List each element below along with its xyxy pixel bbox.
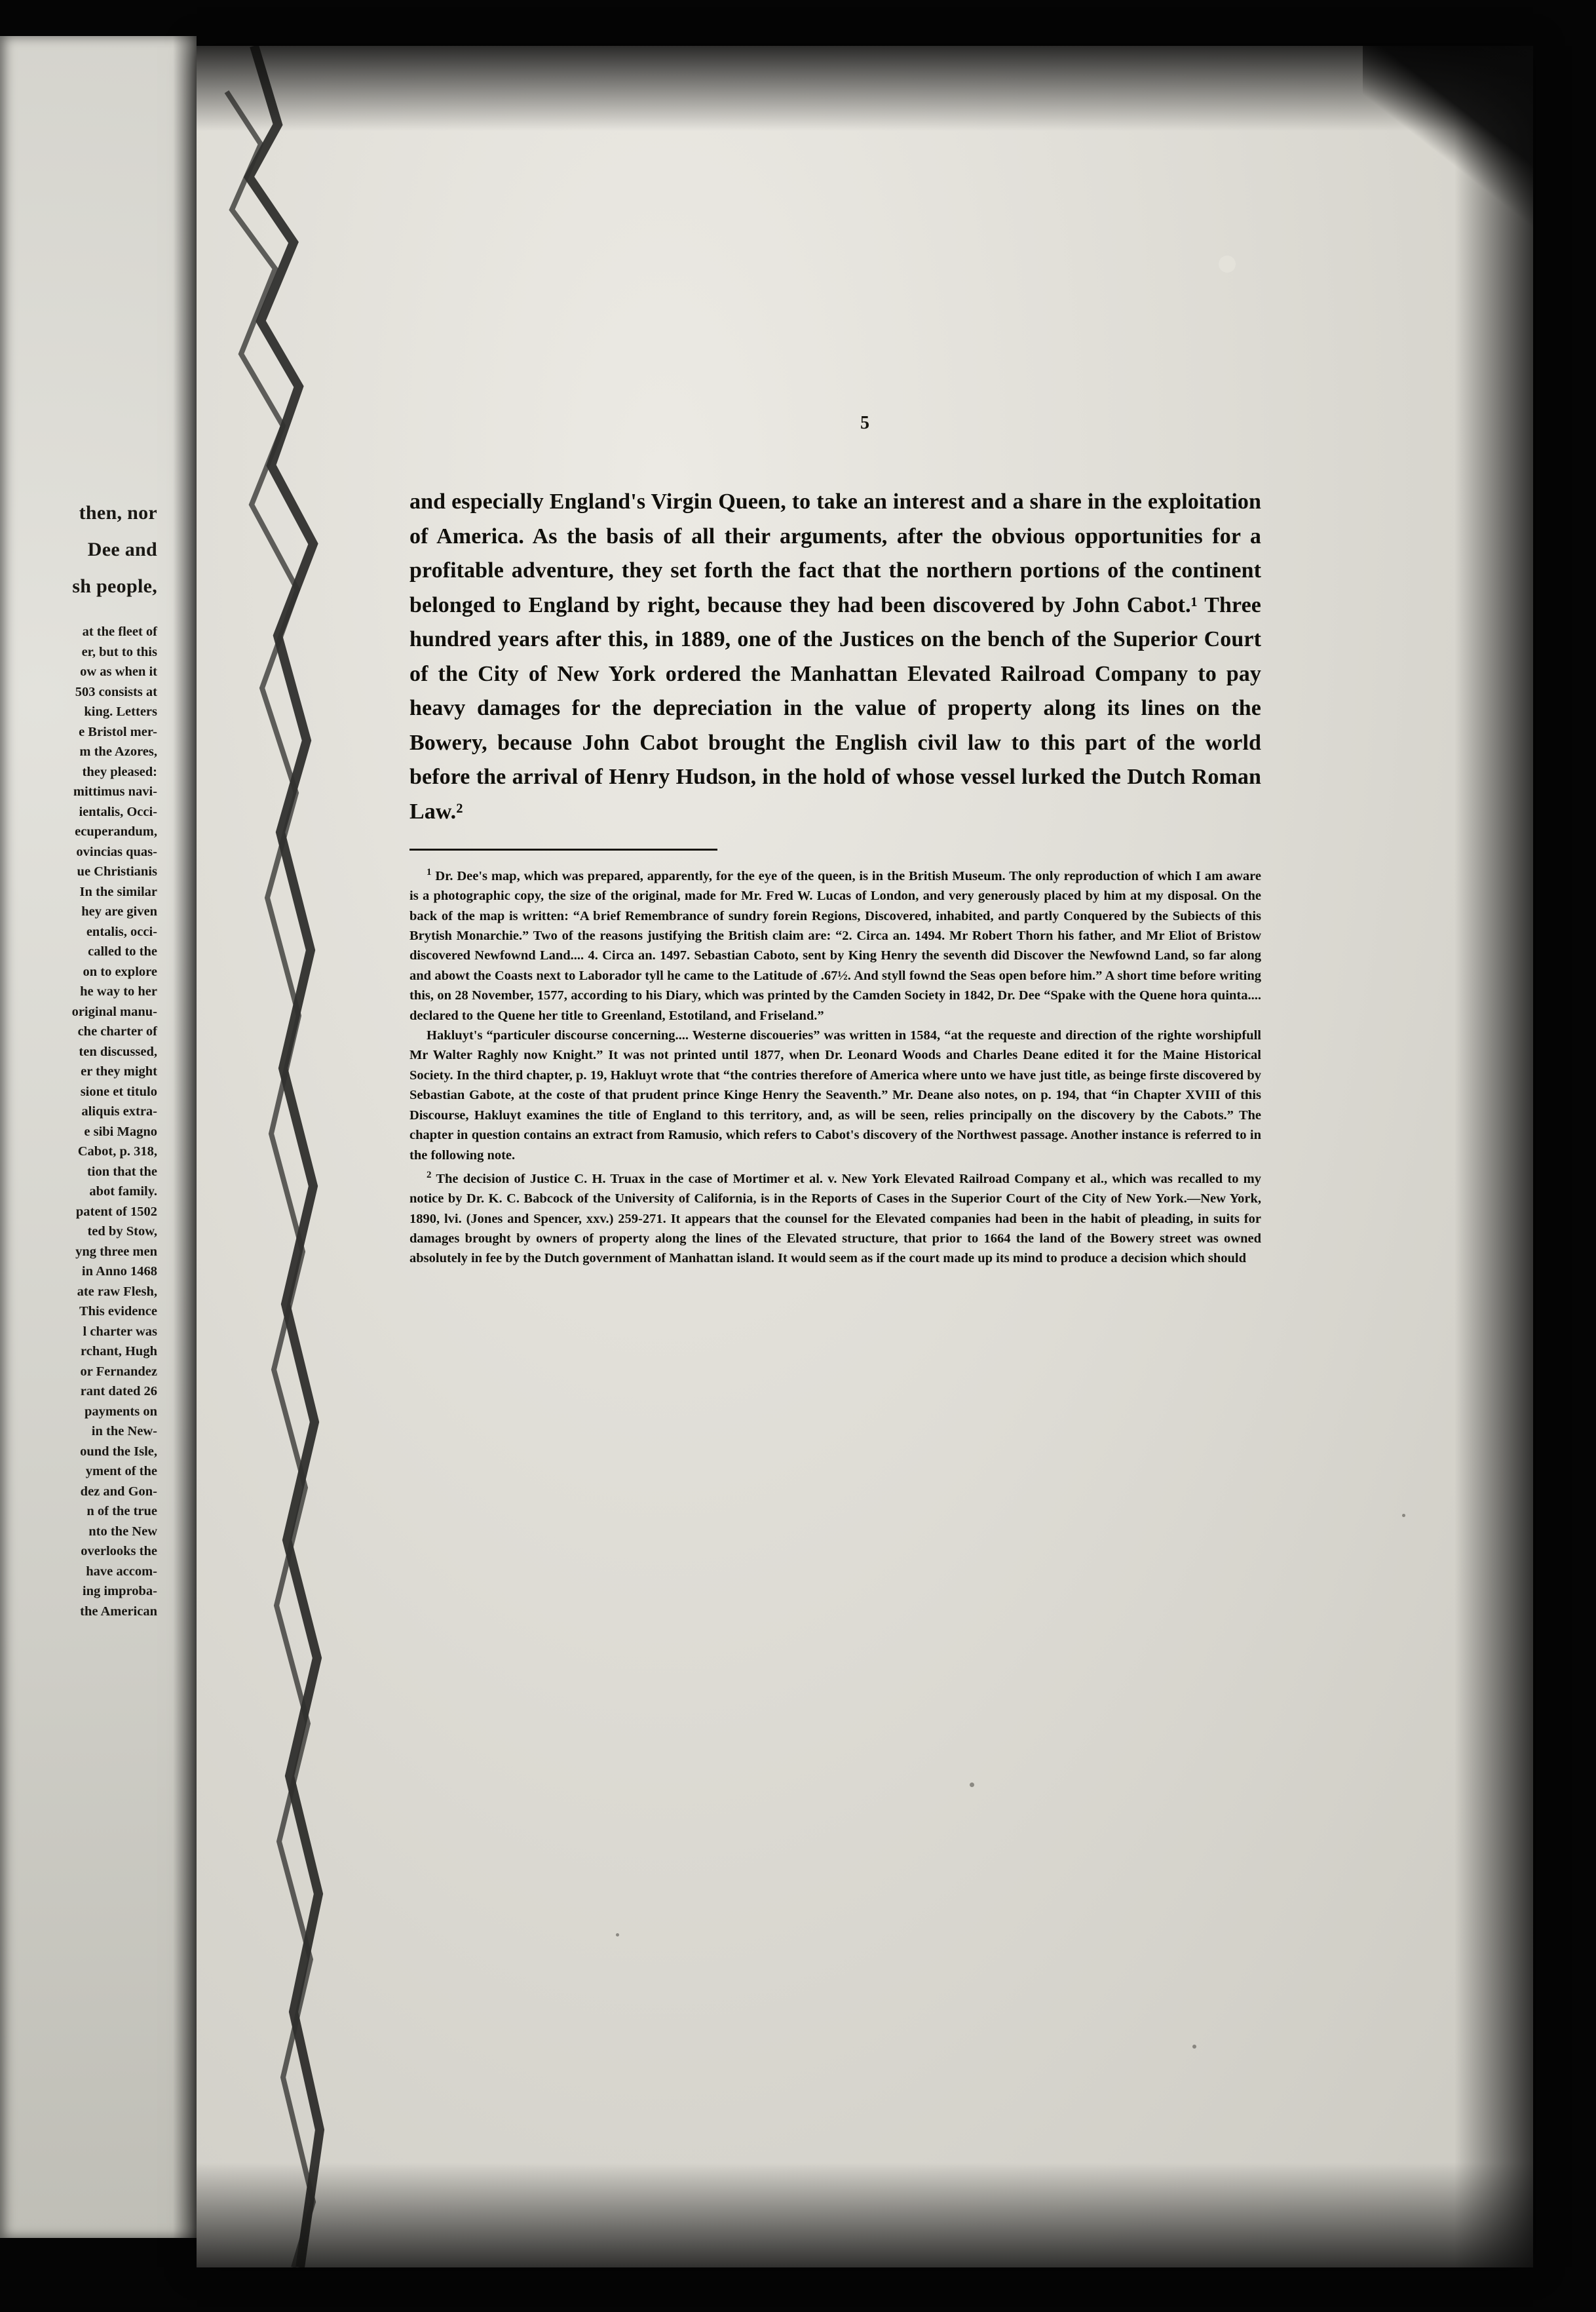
left-fragment-body-line: overlooks the (81, 1544, 157, 1558)
page-number: 5 (860, 413, 869, 433)
bottom-edge-shadow (197, 2163, 1533, 2267)
footnotes (409, 862, 1261, 1269)
footnote-paragraph: $^1$ Dr. Dee's map, which was prepared, apparently, for the eye of the queen, is in the British Museum. The only reproduction of which I am aware is a photographic copy, the size of the original, made for Mr. Fred W. Lucas of London, and very generously placed by him at my disposal. On the back of the map is written: “A brief Remembrance of sundry forein Regions, Discovered, inhabited, and partly Conquered by the Subiects of this Brytish Monarchie.” Two of the reasons justifying the British claim are: “2. Circa an. 1494. Mr Robert Thorn his father, and Mr Eliot of Bristow discovered Newfownd Land.... 4. Circa an. 1497. Sebastian Caboto, sent by King Henry the seventh did Discover the Newfownd Land, so far along and abowt the Coasts next to Laborador tyll he came to the Latitude of .67½. And styll fownd the Seas open before him.” A short time before writing this, on 28 November, 1577, according to his Diary, which was printed by the Camden Society in 1842, Dr. Dee “Spake with the Quene hora quinta.... declared to the Quene her title to Greenland, Estotiland, and Friseland.” (409, 867, 1261, 1023)
left-fragment-body-line: n of the true (86, 1504, 157, 1518)
left-fragment-body-line: ten discussed, (79, 1044, 157, 1059)
torn-corner (1363, 46, 1533, 262)
left-fragment-body-line: rant dated 26 (80, 1384, 157, 1398)
left-fragment-body-line: nto the New (88, 1524, 157, 1539)
left-fragment-body-line: ound the Isle, (80, 1444, 157, 1459)
left-fragment-body-line: tion that the (86, 1164, 157, 1179)
left-fragment-body-line: ted by Stow, (87, 1224, 157, 1239)
left-fragment-body-line: he way to her (80, 984, 157, 999)
left-fragment-body-line: rchant, Hugh (81, 1344, 157, 1358)
left-fragment-body-line: ientalis, Occi- (79, 804, 157, 819)
left-fragment-body-line: in the New- (91, 1424, 157, 1438)
adjacent-page-fragment (0, 36, 197, 2238)
left-fragment-column (0, 495, 165, 1621)
left-fragment-body-line: ing improba- (82, 1584, 157, 1598)
text-block (409, 485, 1261, 1269)
speckle (1402, 1514, 1405, 1517)
left-fragment-body-line: payments on (84, 1404, 157, 1419)
left-fragment-body-line: m the Azores, (79, 744, 157, 759)
left-fragment-body-line: aliquis extra- (81, 1104, 157, 1119)
left-fragment-body-line: ovincias quas- (76, 844, 157, 859)
left-fragment-body-line: the American (80, 1604, 157, 1619)
document-page (197, 46, 1533, 2267)
left-fragment-body-line: yng three men (75, 1244, 157, 1259)
left-fragment-body-line: entalis, occi- (86, 924, 157, 939)
left-fragment-body-line: they pleased: (82, 764, 157, 779)
left-fragment-body-line: in Anno 1468 (81, 1264, 157, 1279)
left-fragment-body-line: or Fernandez (80, 1364, 157, 1379)
left-fragment-body-line: have accom- (86, 1564, 157, 1579)
speckle (1192, 2045, 1196, 2049)
footnote-paragraph: Hakluyt's “particuler discourse concerning.... Westerne discoueries” was written in 1584, “at the requeste and direction of the righte worshipfull Mr Walter Raghly now Knight.” It was not printed until 1877, when Dr. Leonard Woods and Charles Deane edited it for the Maine Historical Society. In the third chapter, p. 19, Hakluyt wrote that “the contries therefore of America where unto we have just title, as beinge firste discovered by Sebastian Gabote, at the coste of that prudent prince Kinge Henry the Seaventh.” Mr. Deane also notes, on p. 194, that “in Chapter XVIII of this Discourse, Hakluyt examines the title of England to this territory, and, as will be seen, relies principally on the discovery by the Cabots.” The chapter in question contains an extract from Ramusio, which refers to Cabot's discovery of the Northwest passage. Another instance is referred to in the following note. (409, 1028, 1261, 1163)
left-fragment-body-line: at the fleet of (82, 625, 157, 639)
left-fragment-body-line: e Bristol mer- (79, 724, 157, 739)
left-fragment-line-0: then, nor (79, 502, 157, 524)
left-fragment-body-line: mittimus navi- (73, 784, 157, 799)
left-fragment-body-line: ow as when it (80, 665, 157, 679)
highlight-speckle (1219, 256, 1236, 273)
left-fragment-body-line: original manu- (71, 1004, 157, 1019)
left-fragment-body-line: ecuperandum, (75, 824, 157, 839)
left-fragment-body-line: er they might (81, 1064, 157, 1079)
page-tear-crack (215, 46, 366, 2267)
left-fragment-body (0, 622, 165, 1621)
left-fragment-body-line: che charter of (77, 1024, 157, 1039)
left-fragment-body-line: abot family. (89, 1184, 157, 1199)
left-fragment-body-line: dez and Gon- (80, 1484, 157, 1499)
body-paragraph: and especially England's Virgin Queen, to take an interest and a share in the exploitation of America. As the basis of all their arguments, after the obvious opportunities for a profitable adventure, they set forth the fact that the northern portions of the continent belonged to England by right, because they had been discovered by John Cabot.¹ Three hundred years after this, in 1889, one of the Justices on the bench of the Superior Court of the City of New York ordered the Manhattan Elevated Railroad Company to pay heavy damages for the depreciation in the value of property along its lines on the Bowery, because John Cabot brought the English civil law to this part of the world before the arrival of Henry Hudson, in the hold of whose vessel lurked the Dutch Roman Law.² (409, 490, 1261, 824)
left-fragment-body-line: patent of 1502 (75, 1204, 157, 1219)
left-fragment-body-line: e sibi Magno (84, 1124, 157, 1139)
left-fragment-body-line: hey are given (81, 904, 157, 919)
left-fragment-body-line: on to explore (83, 964, 157, 979)
left-fragment-body-line: Cabot, p. 318, (77, 1144, 157, 1159)
left-fragment-body-line: 503 consists at (75, 684, 157, 699)
footnote-marker: 2 (427, 1169, 432, 1180)
left-fragment-body-line: yment of the (85, 1464, 157, 1478)
left-fragment-line-2: sh people, (72, 575, 157, 597)
speckle (616, 1933, 619, 1936)
left-fragment-body-line: ue Christianis (77, 864, 157, 879)
left-fragment-line-1: Dee and (87, 539, 157, 560)
left-fragment-body-line: In the similar (79, 884, 157, 899)
left-fragment-body-line: ate raw Flesh, (77, 1284, 157, 1299)
left-fragment-body-line: king. Letters (84, 704, 157, 719)
left-fragment-body-line: l charter was (83, 1324, 157, 1339)
footnote-rule (409, 849, 717, 851)
speckle (970, 1782, 974, 1787)
left-fragment-body-line: This evidence (79, 1304, 157, 1319)
footnote-paragraph: $^2$ The decision of Justice C. H. Truax in the case of Mortimer et al. v. New York Elevated Railroad Company et al., which was recalled to my notice by Dr. K. C. Babcock of the University of California, is in the Reports of Cases in the Superior Court of the City of New York.—New York, 1890, lvi. (Jones and Spencer, xxv.) 259-271. It appears that the counsel for the Elevated companies had been in the habit of pleading, in suits for damages brought by owners of property along the lines of the Elevated structure, that prior to 1664 the land of the Bowery street was owned absolutely in fee by the Dutch government of Manhattan island. It would seem as if the court made up its mind to produce a decision which should (409, 1169, 1261, 1266)
footnote-marker: 1 (427, 867, 432, 877)
left-fragment-body-line: called to the (88, 944, 157, 959)
left-fragment-body-line: sione et titulo (80, 1084, 157, 1099)
left-fragment-body-line: er, but to this (81, 644, 157, 659)
